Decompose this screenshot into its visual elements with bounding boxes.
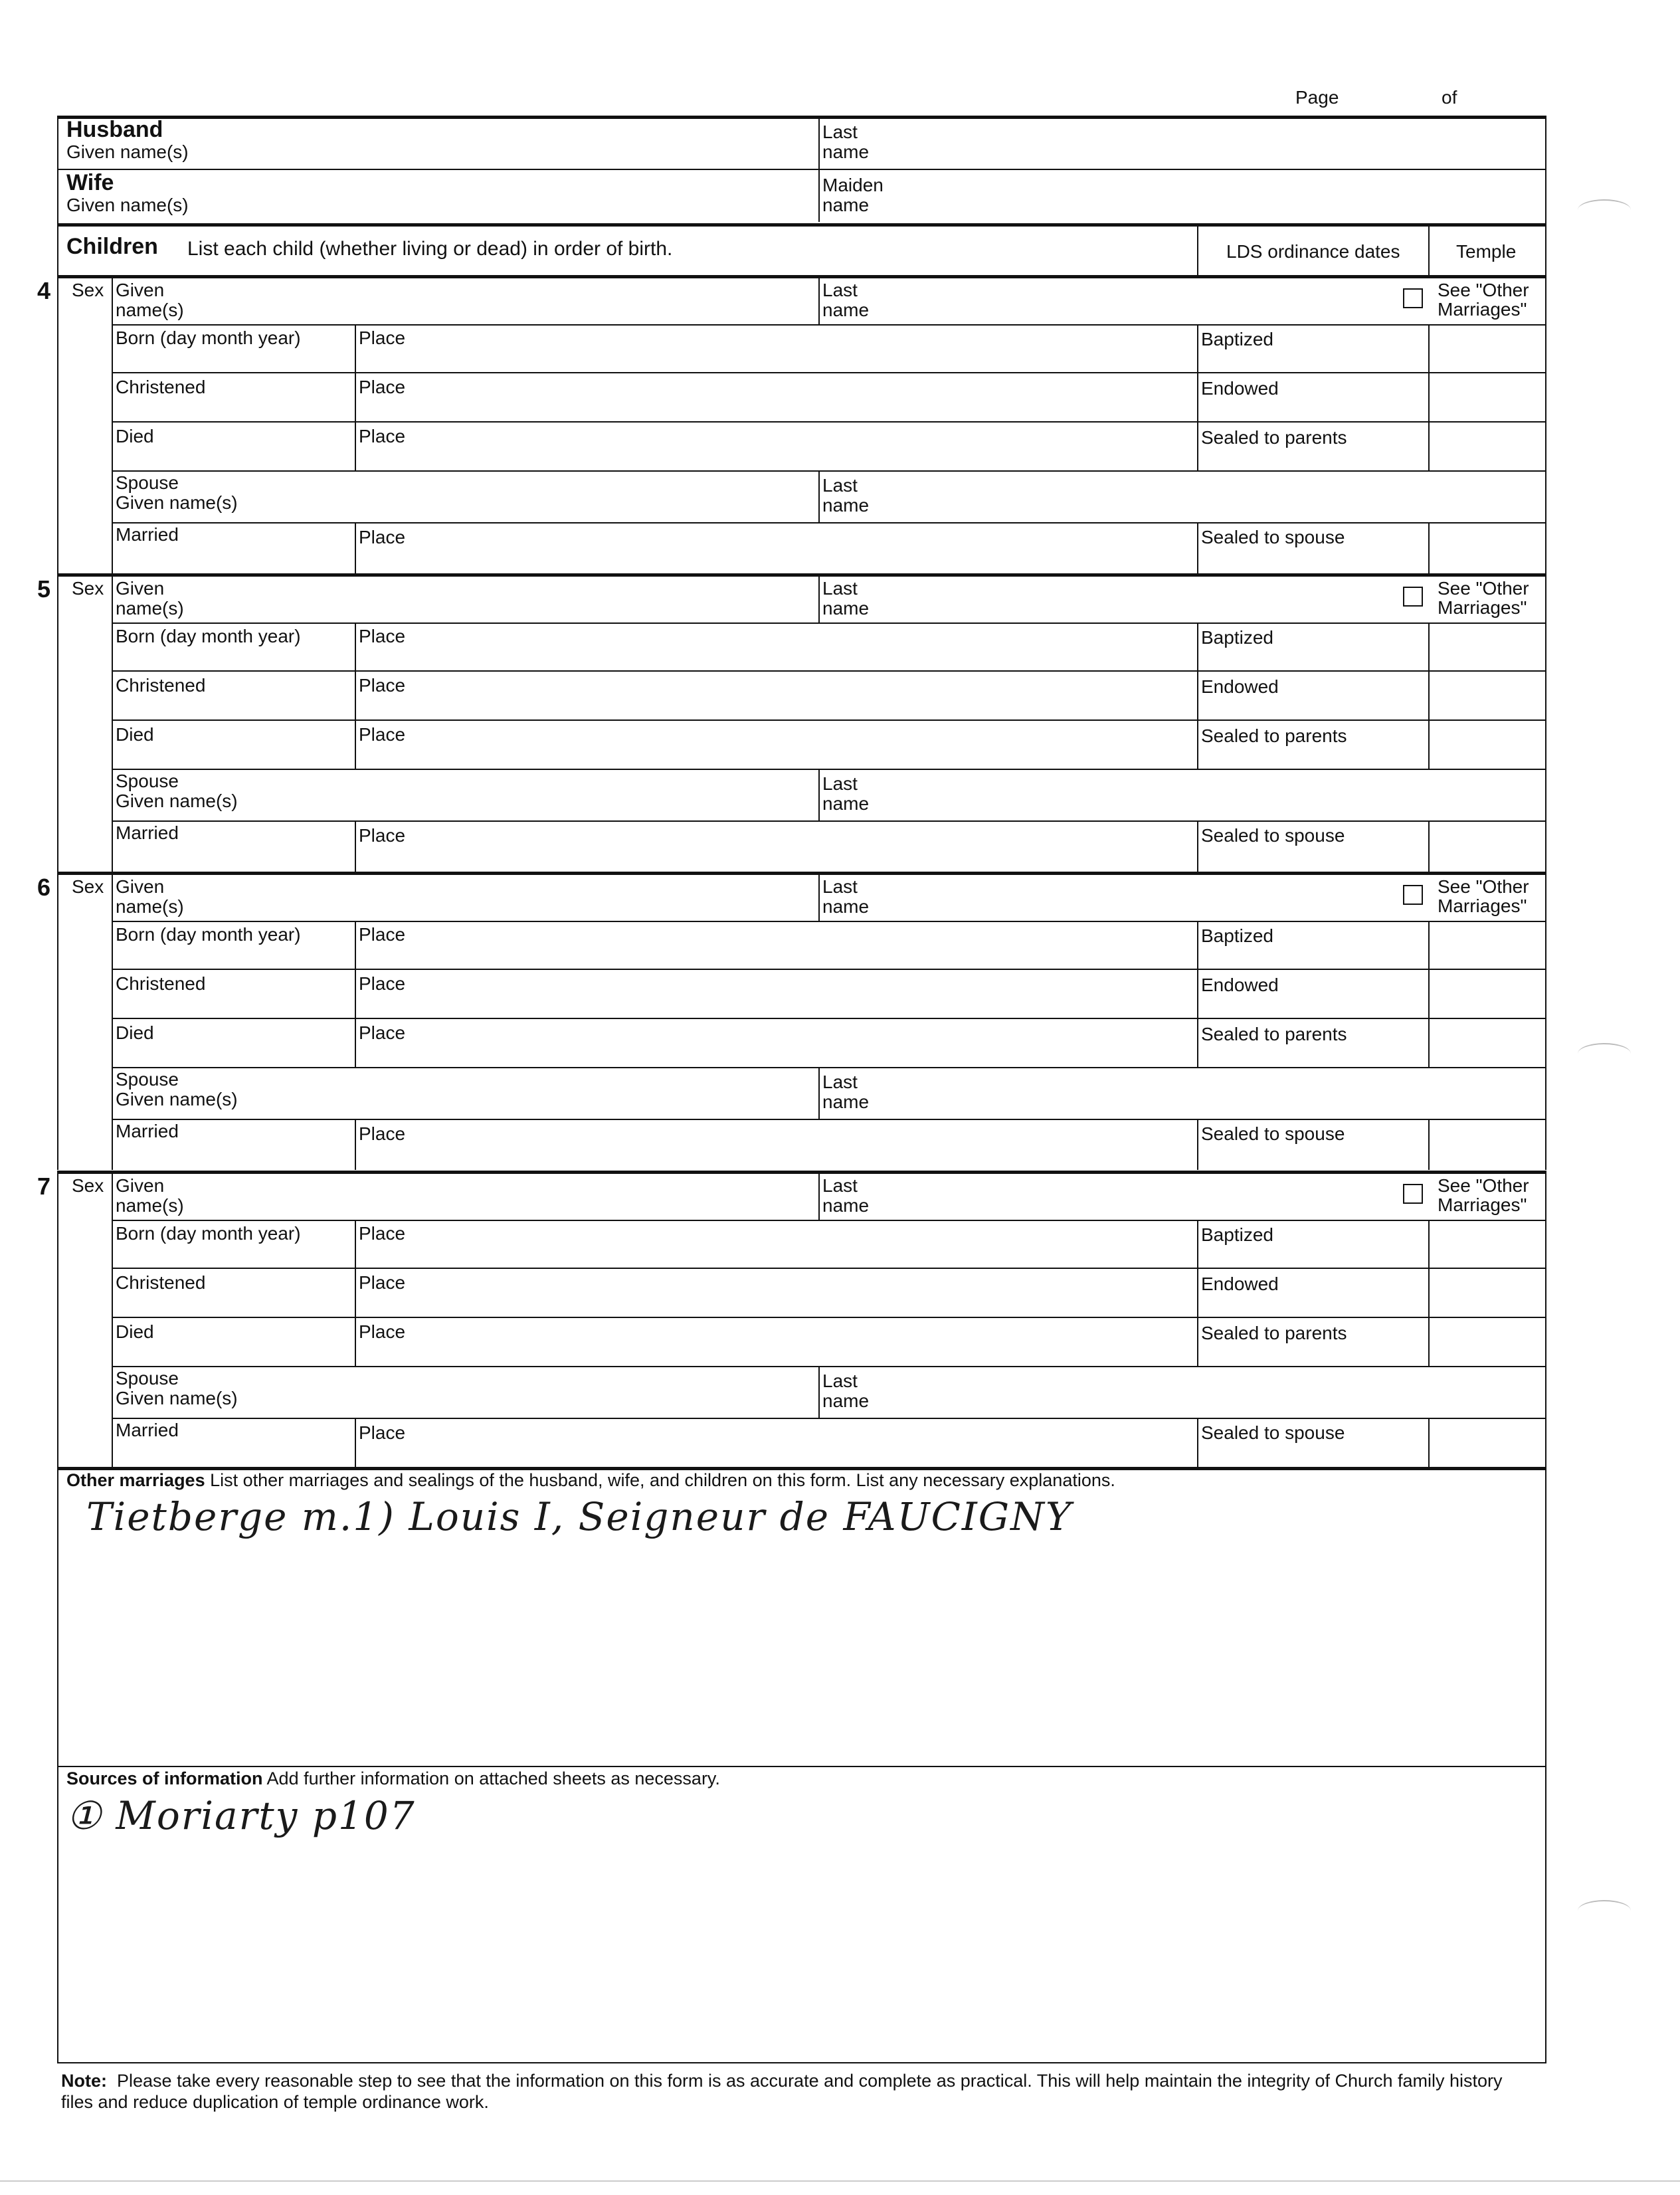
row-divider xyxy=(112,1018,1546,1019)
place-field[interactable]: Place xyxy=(359,924,406,945)
column-divider xyxy=(355,324,356,470)
child-given-name-field[interactable]: Given name(s) xyxy=(116,1175,184,1216)
spouse-given-name-field[interactable]: Spouse Given name(s) xyxy=(116,472,238,513)
child-given-name-field[interactable]: Given name(s) xyxy=(116,280,184,320)
column-divider xyxy=(355,1220,356,1366)
baptized-field[interactable]: Baptized xyxy=(1201,1224,1273,1245)
died-date-field[interactable]: Died xyxy=(116,426,154,446)
see-other-marriages-label: See "Other Marriages" xyxy=(1438,876,1529,916)
other-marriages-checkbox[interactable] xyxy=(1403,1184,1423,1204)
row-divider xyxy=(112,769,1546,770)
spouse-last-name-field[interactable]: Last name xyxy=(822,1072,870,1112)
christened-date-field[interactable]: Christened xyxy=(116,377,206,397)
other-marriages-checkbox[interactable] xyxy=(1403,885,1423,905)
column-divider xyxy=(1197,1119,1198,1170)
column-divider xyxy=(1428,522,1430,573)
married-date-field[interactable]: Married xyxy=(116,1420,179,1440)
christened-date-field[interactable]: Christened xyxy=(116,973,206,994)
died-date-field[interactable]: Died xyxy=(116,724,154,745)
spouse-given-name-field[interactable]: Spouse Given name(s) xyxy=(116,771,238,811)
sex-label: Sex xyxy=(72,1175,104,1196)
sex-label: Sex xyxy=(72,280,104,300)
row-divider xyxy=(112,1220,1546,1221)
temple-header: Temple xyxy=(1456,241,1517,262)
column-divider xyxy=(1428,921,1430,1067)
row-divider xyxy=(112,670,1546,672)
see-other-marriages-label: See "Other Marriages" xyxy=(1438,280,1529,320)
row-divider xyxy=(112,372,1546,373)
binder-hole-icon xyxy=(1578,1043,1631,1064)
column-divider xyxy=(818,1173,820,1220)
child-number: 4 xyxy=(37,277,51,304)
sources-title: Sources of information xyxy=(66,1768,263,1788)
child-number: 6 xyxy=(37,874,51,901)
column-divider xyxy=(355,921,356,1067)
sources-label xyxy=(66,1768,720,1788)
column-divider xyxy=(818,278,820,324)
other-marriages-label xyxy=(66,1470,1115,1490)
endowed-field[interactable]: Endowed xyxy=(1201,378,1279,399)
wife-given-name-field[interactable]: Given name(s) xyxy=(66,195,189,215)
other-marriages-title: Other marriages xyxy=(66,1470,205,1490)
column-divider xyxy=(355,1418,356,1469)
column-divider xyxy=(112,278,113,573)
column-divider xyxy=(818,576,820,622)
row-divider xyxy=(112,719,1546,721)
other-marriages-checkbox[interactable] xyxy=(1403,288,1423,308)
spouse-last-name-field[interactable]: Last name xyxy=(822,773,870,814)
sealed-to-parents-field[interactable]: Sealed to parents xyxy=(1201,1323,1347,1343)
row-divider xyxy=(112,1119,1546,1120)
column-divider xyxy=(1197,921,1198,1067)
wife-title: Wife xyxy=(66,170,114,195)
married-date-field[interactable]: Married xyxy=(116,1121,179,1141)
christened-date-field[interactable]: Christened xyxy=(116,1272,206,1293)
binder-hole-icon xyxy=(1578,1900,1631,1921)
column-divider xyxy=(1428,622,1430,769)
spouse-given-name-field[interactable]: Spouse Given name(s) xyxy=(116,1368,238,1408)
row-divider xyxy=(112,1268,1546,1269)
column-divider xyxy=(1428,1119,1430,1170)
husband-title: Husband xyxy=(66,117,163,142)
sources-entry[interactable]: ① Moriarty p107 xyxy=(66,1793,416,1838)
place-field[interactable]: Place xyxy=(359,426,406,446)
column-divider xyxy=(355,522,356,573)
sex-label: Sex xyxy=(72,876,104,897)
married-place-field[interactable]: Place xyxy=(359,1422,406,1443)
endowed-field[interactable]: Endowed xyxy=(1201,1274,1279,1294)
children-title: Children xyxy=(66,234,158,259)
lds-ordinance-header: LDS ordinance dates xyxy=(1226,241,1400,262)
wife-maiden-name-field[interactable]: Maiden name xyxy=(822,175,884,215)
of-label: of xyxy=(1442,87,1457,108)
child-last-name-field[interactable]: Last name xyxy=(822,876,870,917)
sealed-to-parents-field[interactable]: Sealed to parents xyxy=(1201,725,1347,746)
row-divider xyxy=(112,324,1546,326)
sealed-to-spouse-field[interactable]: Sealed to spouse xyxy=(1201,527,1345,547)
children-instruction: List each child (whether living or dead) in order of birth. xyxy=(187,238,673,260)
child-number: 7 xyxy=(37,1173,51,1200)
child-number: 5 xyxy=(37,575,51,603)
child-given-name-field[interactable]: Given name(s) xyxy=(116,876,184,917)
column-divider xyxy=(1197,1220,1198,1366)
note-title: Note: xyxy=(61,2071,107,2091)
place-field[interactable]: Place xyxy=(359,377,406,397)
column-divider xyxy=(355,820,356,872)
column-divider xyxy=(1428,1418,1430,1469)
row-divider xyxy=(112,1317,1546,1318)
sealed-to-parents-field[interactable]: Sealed to parents xyxy=(1201,427,1347,448)
row-divider xyxy=(112,470,1546,472)
child-given-name-field[interactable]: Given name(s) xyxy=(116,578,184,619)
column-divider xyxy=(1197,1418,1198,1469)
child-last-name-field[interactable]: Last name xyxy=(822,578,870,619)
column-divider xyxy=(1197,820,1198,872)
column-divider xyxy=(1197,622,1198,769)
column-divider xyxy=(355,1119,356,1170)
place-field[interactable]: Place xyxy=(359,724,406,745)
row-divider xyxy=(112,1366,1546,1367)
born-date-field[interactable]: Born (day month year) xyxy=(116,1223,301,1244)
column-divider xyxy=(1197,324,1198,470)
row-divider xyxy=(112,1418,1546,1419)
other-marriages-entry[interactable]: Tietberge m.1) Louis I, Seigneur de FAUCIGNY xyxy=(86,1494,1073,1539)
note-text xyxy=(61,2070,1536,2113)
place-field[interactable]: Place xyxy=(359,675,406,696)
sealed-to-spouse-field[interactable]: Sealed to spouse xyxy=(1201,825,1345,846)
column-divider xyxy=(1197,522,1198,573)
binder-hole-icon xyxy=(1578,199,1631,221)
place-field[interactable]: Place xyxy=(359,1272,406,1293)
baptized-field[interactable]: Baptized xyxy=(1201,627,1273,648)
married-place-field[interactable]: Place xyxy=(359,825,406,846)
row-divider xyxy=(112,1067,1546,1068)
row-divider xyxy=(112,969,1546,970)
row-divider xyxy=(112,820,1546,822)
spouse-last-name-field[interactable]: Last name xyxy=(822,475,870,516)
row-divider xyxy=(112,921,1546,922)
baptized-field[interactable]: Baptized xyxy=(1201,925,1273,946)
married-date-field[interactable]: Married xyxy=(116,822,179,843)
sealed-to-spouse-field[interactable]: Sealed to spouse xyxy=(1201,1123,1345,1144)
baptized-field[interactable]: Baptized xyxy=(1201,329,1273,349)
column-divider xyxy=(112,1173,113,1469)
husband-last-name-field[interactable]: Last name xyxy=(822,122,870,162)
married-date-field[interactable]: Married xyxy=(116,524,179,545)
column-divider xyxy=(818,1067,820,1119)
note-body: Please take every reasonable step to see that the information on this form is as accurate and complete as practical. This will help maintain the integrity of Church family history files and reduce duplication of temple ordinance work. xyxy=(61,2071,1503,2112)
born-date-field[interactable]: Born (day month year) xyxy=(116,328,301,348)
christened-date-field[interactable]: Christened xyxy=(116,675,206,696)
column-divider xyxy=(355,622,356,769)
place-field[interactable]: Place xyxy=(359,1321,406,1342)
page-label: Page xyxy=(1295,87,1339,108)
place-field[interactable]: Place xyxy=(359,626,406,646)
endowed-field[interactable]: Endowed xyxy=(1201,676,1279,697)
endowed-field[interactable]: Endowed xyxy=(1201,975,1279,995)
child-last-name-field[interactable]: Last name xyxy=(822,1175,870,1216)
column-divider xyxy=(818,874,820,921)
sealed-to-parents-field[interactable]: Sealed to parents xyxy=(1201,1024,1347,1044)
born-date-field[interactable]: Born (day month year) xyxy=(116,924,301,945)
sealed-to-spouse-field[interactable]: Sealed to spouse xyxy=(1201,1422,1345,1443)
died-date-field[interactable]: Died xyxy=(116,1321,154,1342)
column-divider xyxy=(818,470,820,522)
place-field[interactable]: Place xyxy=(359,1223,406,1244)
column-divider xyxy=(112,576,113,872)
married-place-field[interactable]: Place xyxy=(359,527,406,547)
column-divider xyxy=(1428,324,1430,470)
other-marriages-instruction: List other marriages and sealings of the husband, wife, and children on this form. List any necessary explanations. xyxy=(210,1470,1115,1490)
row-divider xyxy=(112,622,1546,624)
see-other-marriages-label: See "Other Marriages" xyxy=(1438,1175,1529,1215)
spouse-given-name-field[interactable]: Spouse Given name(s) xyxy=(116,1069,238,1109)
column-divider xyxy=(818,1366,820,1418)
husband-given-name-field[interactable]: Given name(s) xyxy=(66,142,189,162)
other-marriages-checkbox[interactable] xyxy=(1403,587,1423,607)
sex-label: Sex xyxy=(72,578,104,599)
row-divider xyxy=(112,522,1546,524)
column-divider xyxy=(818,769,820,820)
spouse-last-name-field[interactable]: Last name xyxy=(822,1371,870,1411)
column-divider xyxy=(1428,1220,1430,1366)
sources-instruction: Add further information on attached sheets as necessary. xyxy=(266,1768,720,1788)
died-date-field[interactable]: Died xyxy=(116,1022,154,1043)
place-field[interactable]: Place xyxy=(359,1022,406,1043)
row-divider xyxy=(112,421,1546,423)
married-place-field[interactable]: Place xyxy=(359,1123,406,1144)
child-last-name-field[interactable]: Last name xyxy=(822,280,870,320)
column-divider xyxy=(1428,820,1430,872)
place-field[interactable]: Place xyxy=(359,973,406,994)
place-field[interactable]: Place xyxy=(359,328,406,348)
see-other-marriages-label: See "Other Marriages" xyxy=(1438,578,1529,618)
column-divider xyxy=(112,874,113,1170)
born-date-field[interactable]: Born (day month year) xyxy=(116,626,301,646)
